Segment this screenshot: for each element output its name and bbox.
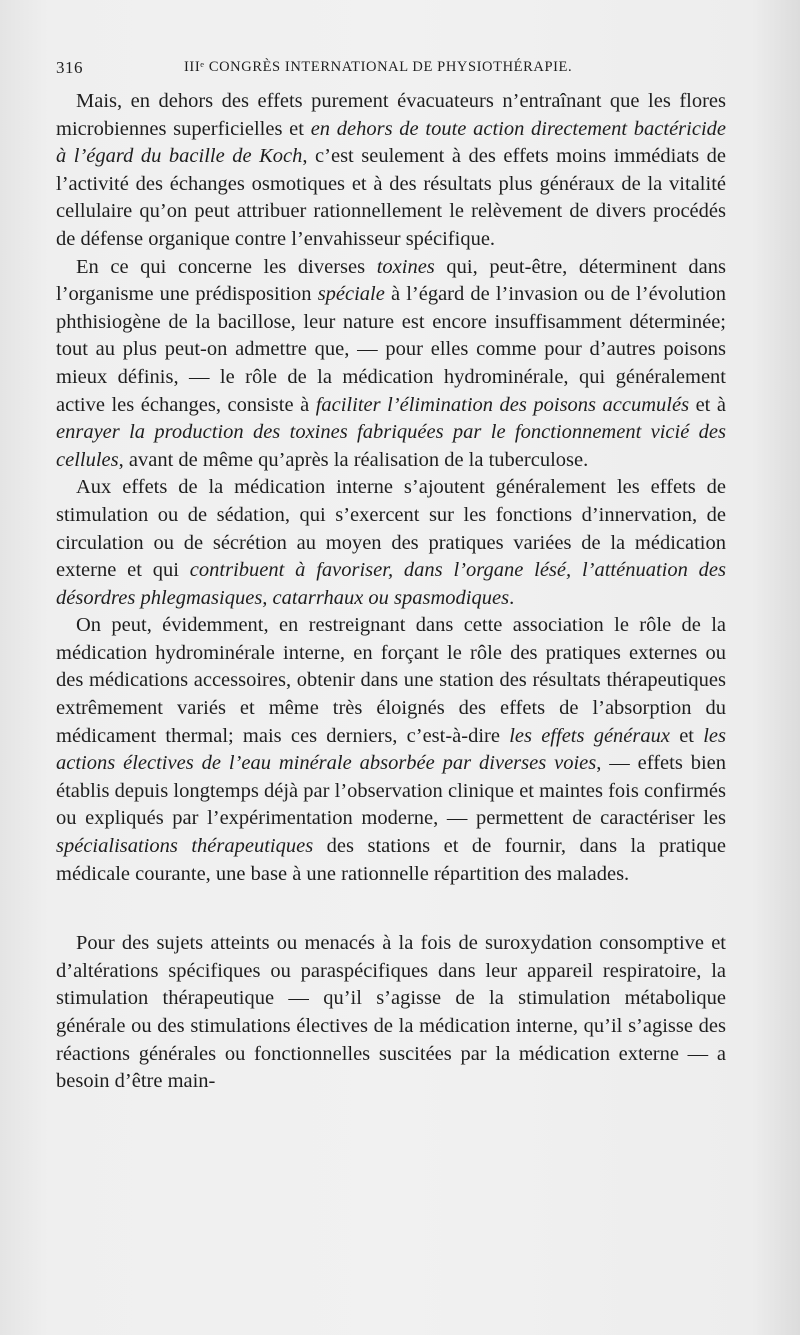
italic-text: spécialisations thérapeutiques	[56, 835, 314, 858]
text-run: Pour des sujets atteints ou menacés à la fois de suroxydation consomptive et d’altérations spécifiques ou paraspécifiques dans leur appareil respiratoire, la stimulation thérapeutique — qu’il s’agisse de la stimulation métabolique générale ou des stimulations électives de la médication interne, qu’il s’agisse des réactions générales ou fonctionnelles suscitées par la médication externe — a besoin d’être main-	[56, 932, 726, 1093]
text-run: des stations et de fournir, dans la pratique médicale courante, une base à une rationnelle répartition des malades.	[56, 835, 726, 885]
paragraph	[56, 474, 726, 612]
text-run: à l’égard de l’invasion ou de l’évolution phthisiogène de la bacillose, leur nature est encore insuffisamment déterminée; tout au plus peut-on admettre que, — pour elles comme pour d’autres poisons mieux définis, — le rôle de la médication hydrominérale, qui généralement active les échanges, consiste à	[56, 283, 727, 416]
paragraph	[56, 254, 726, 475]
italic-text: faciliter l’élimination des poisons accumulés	[315, 393, 690, 416]
text-run: .	[509, 586, 515, 609]
text-run: , avant de même qu’après la réalisation de la tuberculose.	[118, 448, 589, 471]
page-number: 316	[56, 58, 83, 77]
text-run: , c’est seulement à des effets moins immédiats de l’activité des échanges osmotiques et à des résultats plus généraux de la vitalité cellulaire qu’on peut attribuer rationnellement le relèvement de divers procédés de défense organique contre l’envahisseur spécifique.	[56, 145, 726, 250]
body-text	[56, 88, 726, 1096]
running-title: IIIᵉ CONGRÈS INTERNATIONAL DE PHYSIOTHÉRAPIE.	[184, 59, 573, 75]
text-run: On peut, évidemment, en restreignant dans cette association le rôle de la médication hydrominérale interne, en forçant le rôle des pratiques externes ou des médications accessoires, obtenir dans une station des résultats thérapeutiques extrêmement variés et même très éloignés des effets de l’absorption du médicament thermal; mais ces derniers, c’est-à-dire	[56, 614, 726, 747]
text-run: En ce qui concerne les diverses	[76, 255, 377, 278]
paragraph	[56, 88, 726, 254]
text-run: qui, peut-être, déterminent dans l’organisme une prédisposition	[56, 255, 726, 306]
text-run: Aux effets de la médication interne s’ajoutent généralement les effets de stimulation ou de sédation, qui s’exercent sur les fonctions d’innervation, de circulation ou de sécrétion au moyen des pratiques variées de la médication externe et qui	[56, 476, 726, 582]
italic-text: enrayer la production des toxines fabriquées par le fonctionnement vicié des cellules	[56, 421, 726, 471]
italic-text: les effets généraux	[509, 724, 670, 747]
italic-text: les actions électives de l’eau minérale absorbée par diverses voies	[56, 724, 726, 775]
text-run: et	[669, 724, 704, 747]
italic-text: contribuent à favoriser, dans l’organe lésé, l’atténuation des désordres phlegmasiques, catarrhaux ou spasmodiques	[56, 559, 727, 609]
italic-text: spéciale	[317, 283, 385, 306]
text-run: , — effets bien établis depuis longtemps déjà par l’observation clinique et maintes fois confirmés ou expliqués par l’expérimentation moderne, — permettent de caractériser les	[56, 752, 727, 830]
section-gap	[56, 888, 726, 930]
paragraph	[56, 930, 726, 1096]
italic-text: en dehors de toute action directement bactéricide à l’égard du bacille de Koch	[56, 117, 726, 168]
paragraph	[56, 612, 726, 888]
page-header	[56, 58, 746, 80]
text-run: et à	[689, 393, 726, 416]
italic-text: toxines	[376, 255, 435, 278]
text-run: Mais, en dehors des effets purement évacuateurs n’entraînant que les flores microbiennes superficielles et	[56, 90, 726, 140]
